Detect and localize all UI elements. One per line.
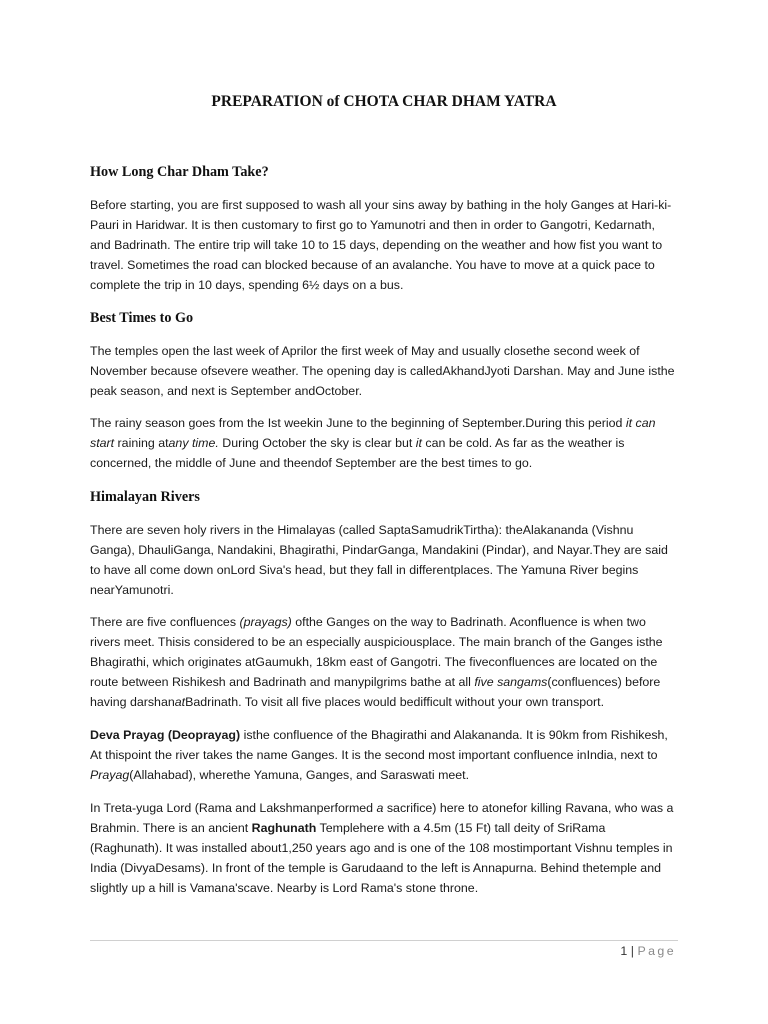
paragraph-rivers-1: There are seven holy rivers in the Himalayas (called SaptaSamudrikTirtha): theAlakananda (Vishnu Ganga), DhauliGanga, Nandakini, Bhagirathi, PindarGanga, Mandakini (Pindar), and Nayar.They are said to have all come down onLord Siva's head, but they fall in differentplaces. The Yamuna River begins nearYamunotri. xyxy=(90,523,668,597)
paragraph-best-times-1: The temples open the last week of Aprilor the first week of May and usually closethe second week of November because ofsevere weather. The opening day is calledAkhandJyoti Darshan. May and June isthe peak season, and next is September andOctober. xyxy=(90,344,675,398)
paragraph-how-long: Before starting, you are first supposed to wash all your sins away by bathing in the holy Ganges at Hari-ki-Pauri in Haridwar. It is then customary to first go to Yamunotri and then in order to Gangotri, Kedarnath, and Badrinath. The entire trip will take 10 to 15 days, depending on the weather and how fist you want to travel. Sometimes the road can blocked because of an avalanche. You have to move at a quick pace to complete the trip in 10 days, spending 6½ days on a bus. xyxy=(90,198,672,292)
paragraph-rivers-3: Deva Prayag (Deoprayag) isthe confluence of the Bhagirathi and Alakananda. It is 90km from Rishikesh, At thispoint the river takes the name Ganges. It is the second most important confluence inIndia, next to Prayag(Allahabad), wherethe Yamuna, Ganges, and Saraswati meet. xyxy=(90,728,668,782)
footer-divider xyxy=(90,940,678,941)
paragraph-best-times-2: The rainy season goes from the Ist weekin June to the beginning of September.During this period it can start raining atany time. During October the sky is clear but it can be cold. As far as the weather is concerned, the middle of June and theendof September are the best times to go. xyxy=(90,416,656,470)
page-number: 1 xyxy=(620,944,628,958)
page-footer xyxy=(620,944,676,958)
section-heading-best-times: Best Times to Go xyxy=(90,310,194,326)
page-word: Page xyxy=(637,944,676,958)
paragraph-rivers-4: In Treta-yuga Lord (Rama and Lakshmanperformed a sacrifice) here to atonefor killing Ravana, who was a Brahmin. There is an ancient Raghunath Templehere with a 4.5m (15 Ft) tall deity of SriRama (Raghunath). It was installed about1,250 years ago and is one of the 108 mostimportant Vishnu temples in India (DivyaDesams). In front of the temple is Garudaand to the left is Annapurna. Behind thetemple and slightly up a hill is Vamana'scave. Nearby is Lord Rama's stone throne. xyxy=(90,801,674,895)
section-heading-how-long: How Long Char Dham Take? xyxy=(90,164,269,180)
page-separator: | xyxy=(630,944,634,958)
paragraph-rivers-2: There are five confluences (prayags) ofthe Ganges on the way to Badrinath. Aconfluence is when two rivers meet. Thisis considered to be an especially auspiciousplace. The main branch of the Ganges isthe Bhagirathi, which originates atGaumukh, 18km east of Gangotri. The fiveconfluences are located on the route between Rishikesh and Badrinath and manypilgrims bathe at all five sangams(confluences) before having darshanatBadrinath. To visit all five places would bedifficult without your own transport. xyxy=(90,615,663,709)
section-heading-himalayan-rivers: Himalayan Rivers xyxy=(90,489,200,505)
document-title: PREPARATION of CHOTA CHAR DHAM YATRA xyxy=(211,93,557,110)
